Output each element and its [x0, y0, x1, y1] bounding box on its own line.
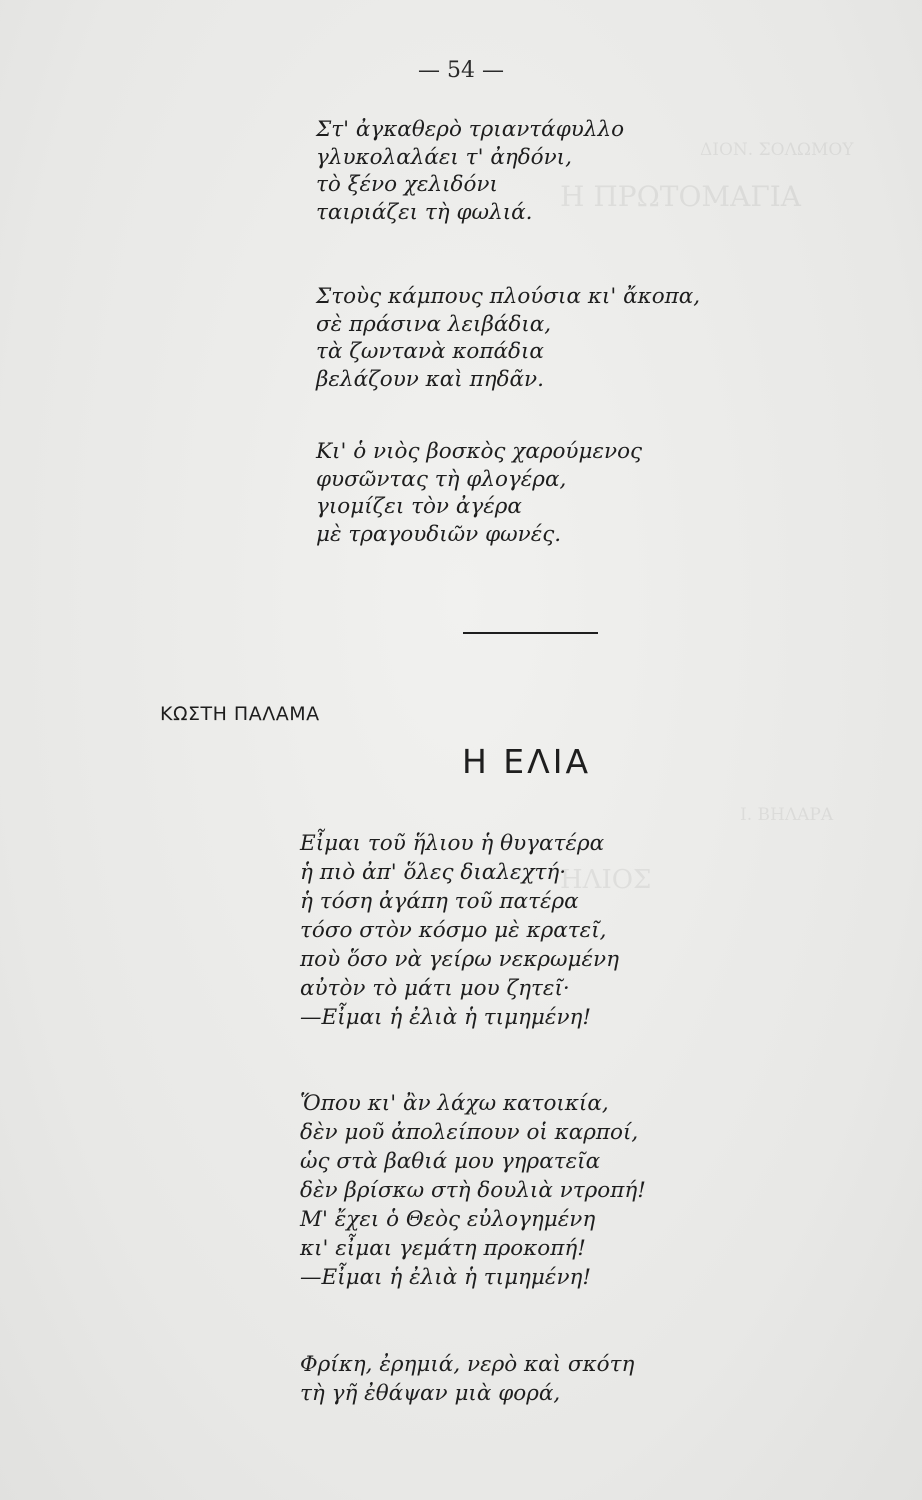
page-number: — 54 —: [418, 58, 504, 83]
verse-line: δὲν μοῦ ἀπολείπουν οἱ καρποί,: [300, 1120, 639, 1145]
verse-line: τὴ γῆ ἐθάψαν μιὰ φορά,: [300, 1381, 561, 1406]
verse-line: τὸ ξένο χελιδόνι: [316, 172, 498, 198]
verse-line: Φρίκη, ἐρημιά, νερὸ καὶ σκότη: [300, 1352, 635, 1377]
verse-line: τόσο στὸν κόσμο μὲ κρατεῖ,: [300, 918, 607, 943]
verse-line: Ὅπου κι' ἂν λάχω κατοικία,: [300, 1091, 609, 1116]
verse-line: ποὺ ὅσο νὰ γείρω νεκρωμένη: [300, 947, 619, 972]
verse-line: αὐτὸν τὸ μάτι μου ζητεῖ·: [300, 976, 570, 1001]
verse-line: δὲν βρίσκω στὴ δουλιὰ ντροπή!: [300, 1178, 646, 1203]
reverse-show-through: ΔΙΟΝ. ΣΟΛΩΜΟΥ: [700, 140, 854, 160]
verse-line: Μ' ἔχει ὁ Θεὸς εὐλογημένη: [300, 1207, 596, 1232]
verse-line: Εἶμαι τοῦ ἥλιου ἡ θυγατέρα: [300, 831, 605, 856]
verse-line: ὡς στὰ βαθιά μου γηρατεῖα: [300, 1149, 601, 1174]
verse-line: φυσῶντας τὴ φλογέρα,: [316, 466, 567, 492]
poem-stanza: [300, 1089, 646, 1292]
verse-line: γιομίζει τὸν ἀγέρα: [316, 494, 522, 520]
reverse-show-through: Η ΠΡΩΤΟΜΑΓΙΑ: [560, 180, 802, 213]
previous-poem-stanza: [316, 283, 700, 393]
verse-line: Κι' ὁ νιὸς βοσκὸς χαρούμενος: [316, 439, 643, 464]
verse-line: ἡ τόση ἀγάπη τοῦ πατέρα: [300, 889, 579, 914]
verse-line: κι' εἶμαι γεμάτη προκοπή!: [300, 1236, 586, 1261]
poem-stanza: [300, 1350, 634, 1408]
verse-line: γλυκολαλάει τ' ἀηδόνι,: [316, 144, 572, 170]
verse-line: ταιριάζει τὴ φωλιά.: [316, 199, 533, 225]
previous-poem-stanza: [316, 116, 624, 226]
poem-title: Η ΕΛΙΑ: [462, 742, 592, 781]
verse-line: μὲ τραγουδιῶν φωνές.: [316, 521, 562, 547]
reverse-show-through: Ι. ΒΗΛΑΡΑ: [740, 805, 834, 825]
reverse-show-through: ΗΛΙΟΣ: [560, 865, 652, 895]
previous-poem-stanza: [316, 438, 642, 548]
verse-line: ἡ πιὸ ἀπ' ὅλες διαλεχτή·: [300, 860, 567, 885]
refrain-line: —Εἶμαι ἡ ἐλιὰ ἡ τιμημένη!: [300, 1005, 592, 1030]
verse-line: Στ' ἀγκαθερὸ τριαντάφυλλο: [316, 117, 625, 142]
section-divider: [463, 632, 598, 634]
verse-line: Στοὺς κάμπους πλούσια κι' ἄκοπα,: [316, 284, 701, 309]
verse-line: σὲ πράσινα λειβάδια,: [316, 311, 552, 337]
verse-line: βελάζουν καὶ πηδᾶν.: [316, 366, 544, 392]
author-name: ΚΩΣΤΗ ΠΑΛΑΜΑ: [160, 703, 320, 725]
refrain-line: —Εἶμαι ἡ ἐλιὰ ἡ τιμημένη!: [300, 1265, 592, 1290]
poem-stanza: [300, 829, 619, 1032]
verse-line: τὰ ζωντανὰ κοπάδια: [316, 339, 544, 365]
